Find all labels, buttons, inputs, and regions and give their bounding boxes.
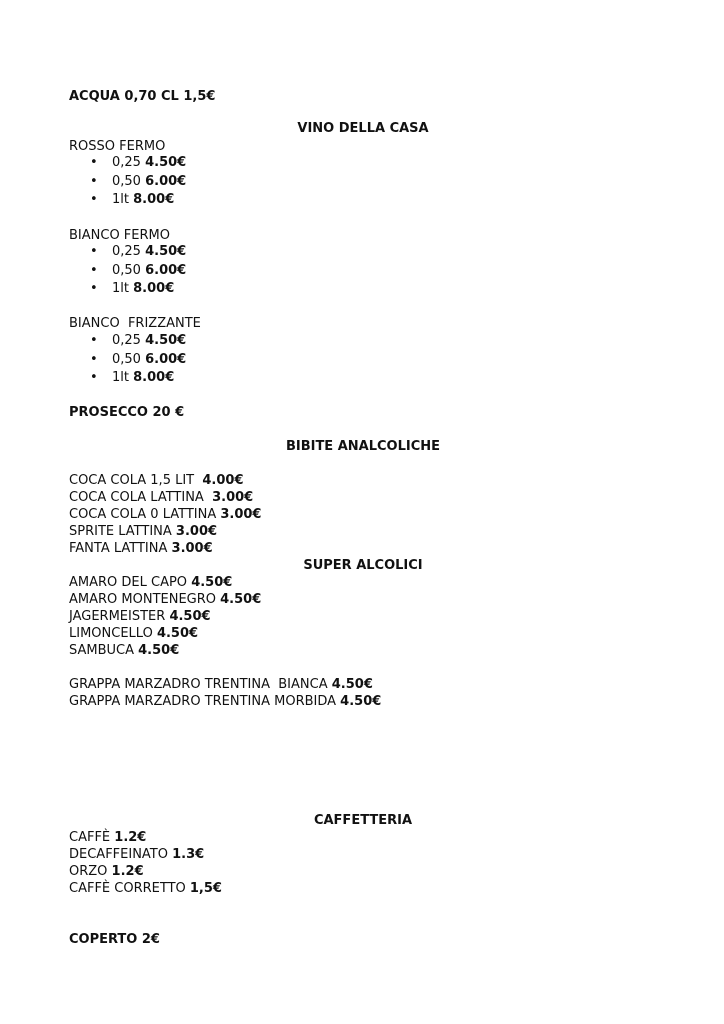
super-alcolici-title: SUPER ALCOLICI — [303, 558, 423, 573]
list-item: • 0,25 4.50€ — [86, 332, 186, 351]
list-item: • 0,25 4.50€ — [86, 243, 186, 262]
list-item: DECAFFEINATO 1.3€ — [69, 847, 205, 862]
bullet-icon: • — [90, 244, 98, 259]
list-item: • 0,50 6.00€ — [86, 262, 186, 281]
bullet-icon: • — [90, 370, 98, 385]
list-item: CAFFÈ CORRETTO 1,5€ — [69, 881, 222, 896]
list-item: GRAPPA MARZADRO TRENTINA MORBIDA 4.50€ — [69, 694, 382, 709]
bianco-fermo-list — [86, 243, 186, 299]
bullet-icon: • — [90, 155, 98, 170]
list-item: AMARO MONTENEGRO 4.50€ — [69, 592, 262, 607]
list-item: SPRITE LATTINA 3.00€ — [69, 524, 218, 539]
list-item: • 1lt 8.00€ — [86, 191, 186, 210]
list-item: GRAPPA MARZADRO TRENTINA BIANCA 4.50€ — [69, 677, 373, 692]
list-item: • 1lt 8.00€ — [86, 369, 186, 388]
list-item: JAGERMEISTER 4.50€ — [69, 609, 211, 624]
list-item: • 1lt 8.00€ — [86, 280, 186, 299]
caffetteria-title: CAFFETTERIA — [313, 813, 413, 828]
list-item: COCA COLA LATTINA 3.00€ — [69, 490, 254, 505]
bullet-icon: • — [90, 281, 98, 296]
list-item: COCA COLA 1,5 LIT 4.00€ — [69, 473, 244, 488]
vino-title: VINO DELLA CASA — [297, 121, 429, 136]
list-item: AMARO DEL CAPO 4.50€ — [69, 575, 233, 590]
list-item: FANTA LATTINA 3.00€ — [69, 541, 213, 556]
list-item: LIMONCELLO 4.50€ — [69, 626, 199, 641]
rosso-fermo-list — [86, 154, 186, 210]
bibite-title: BIBITE ANALCOLICHE — [285, 439, 441, 454]
list-item: SAMBUCA 4.50€ — [69, 643, 180, 658]
list-item: COCA COLA 0 LATTINA 3.00€ — [69, 507, 262, 522]
list-item: CAFFÈ 1.2€ — [69, 830, 147, 845]
acqua-line: ACQUA 0,70 CL 1,5€ — [69, 89, 216, 104]
bianco-fermo-heading: BIANCO FERMO — [69, 228, 170, 243]
list-item: • 0,50 6.00€ — [86, 351, 186, 370]
bullet-icon: • — [90, 262, 98, 278]
bianco-frizzante-heading: BIANCO FRIZZANTE — [69, 316, 201, 331]
list-item: • 0,25 4.50€ — [86, 154, 186, 173]
bianco-frizzante-list — [86, 332, 186, 388]
list-item: • 0,50 6.00€ — [86, 173, 186, 192]
bullet-icon: • — [90, 333, 98, 348]
coperto-line: COPERTO 2€ — [69, 932, 160, 947]
bullet-icon: • — [90, 192, 98, 207]
bullet-icon: • — [90, 351, 98, 367]
list-item: ORZO 1.2€ — [69, 864, 144, 879]
prosecco-line: PROSECCO 20 € — [69, 405, 185, 420]
rosso-fermo-heading: ROSSO FERMO — [69, 139, 166, 154]
bullet-icon: • — [90, 173, 98, 189]
